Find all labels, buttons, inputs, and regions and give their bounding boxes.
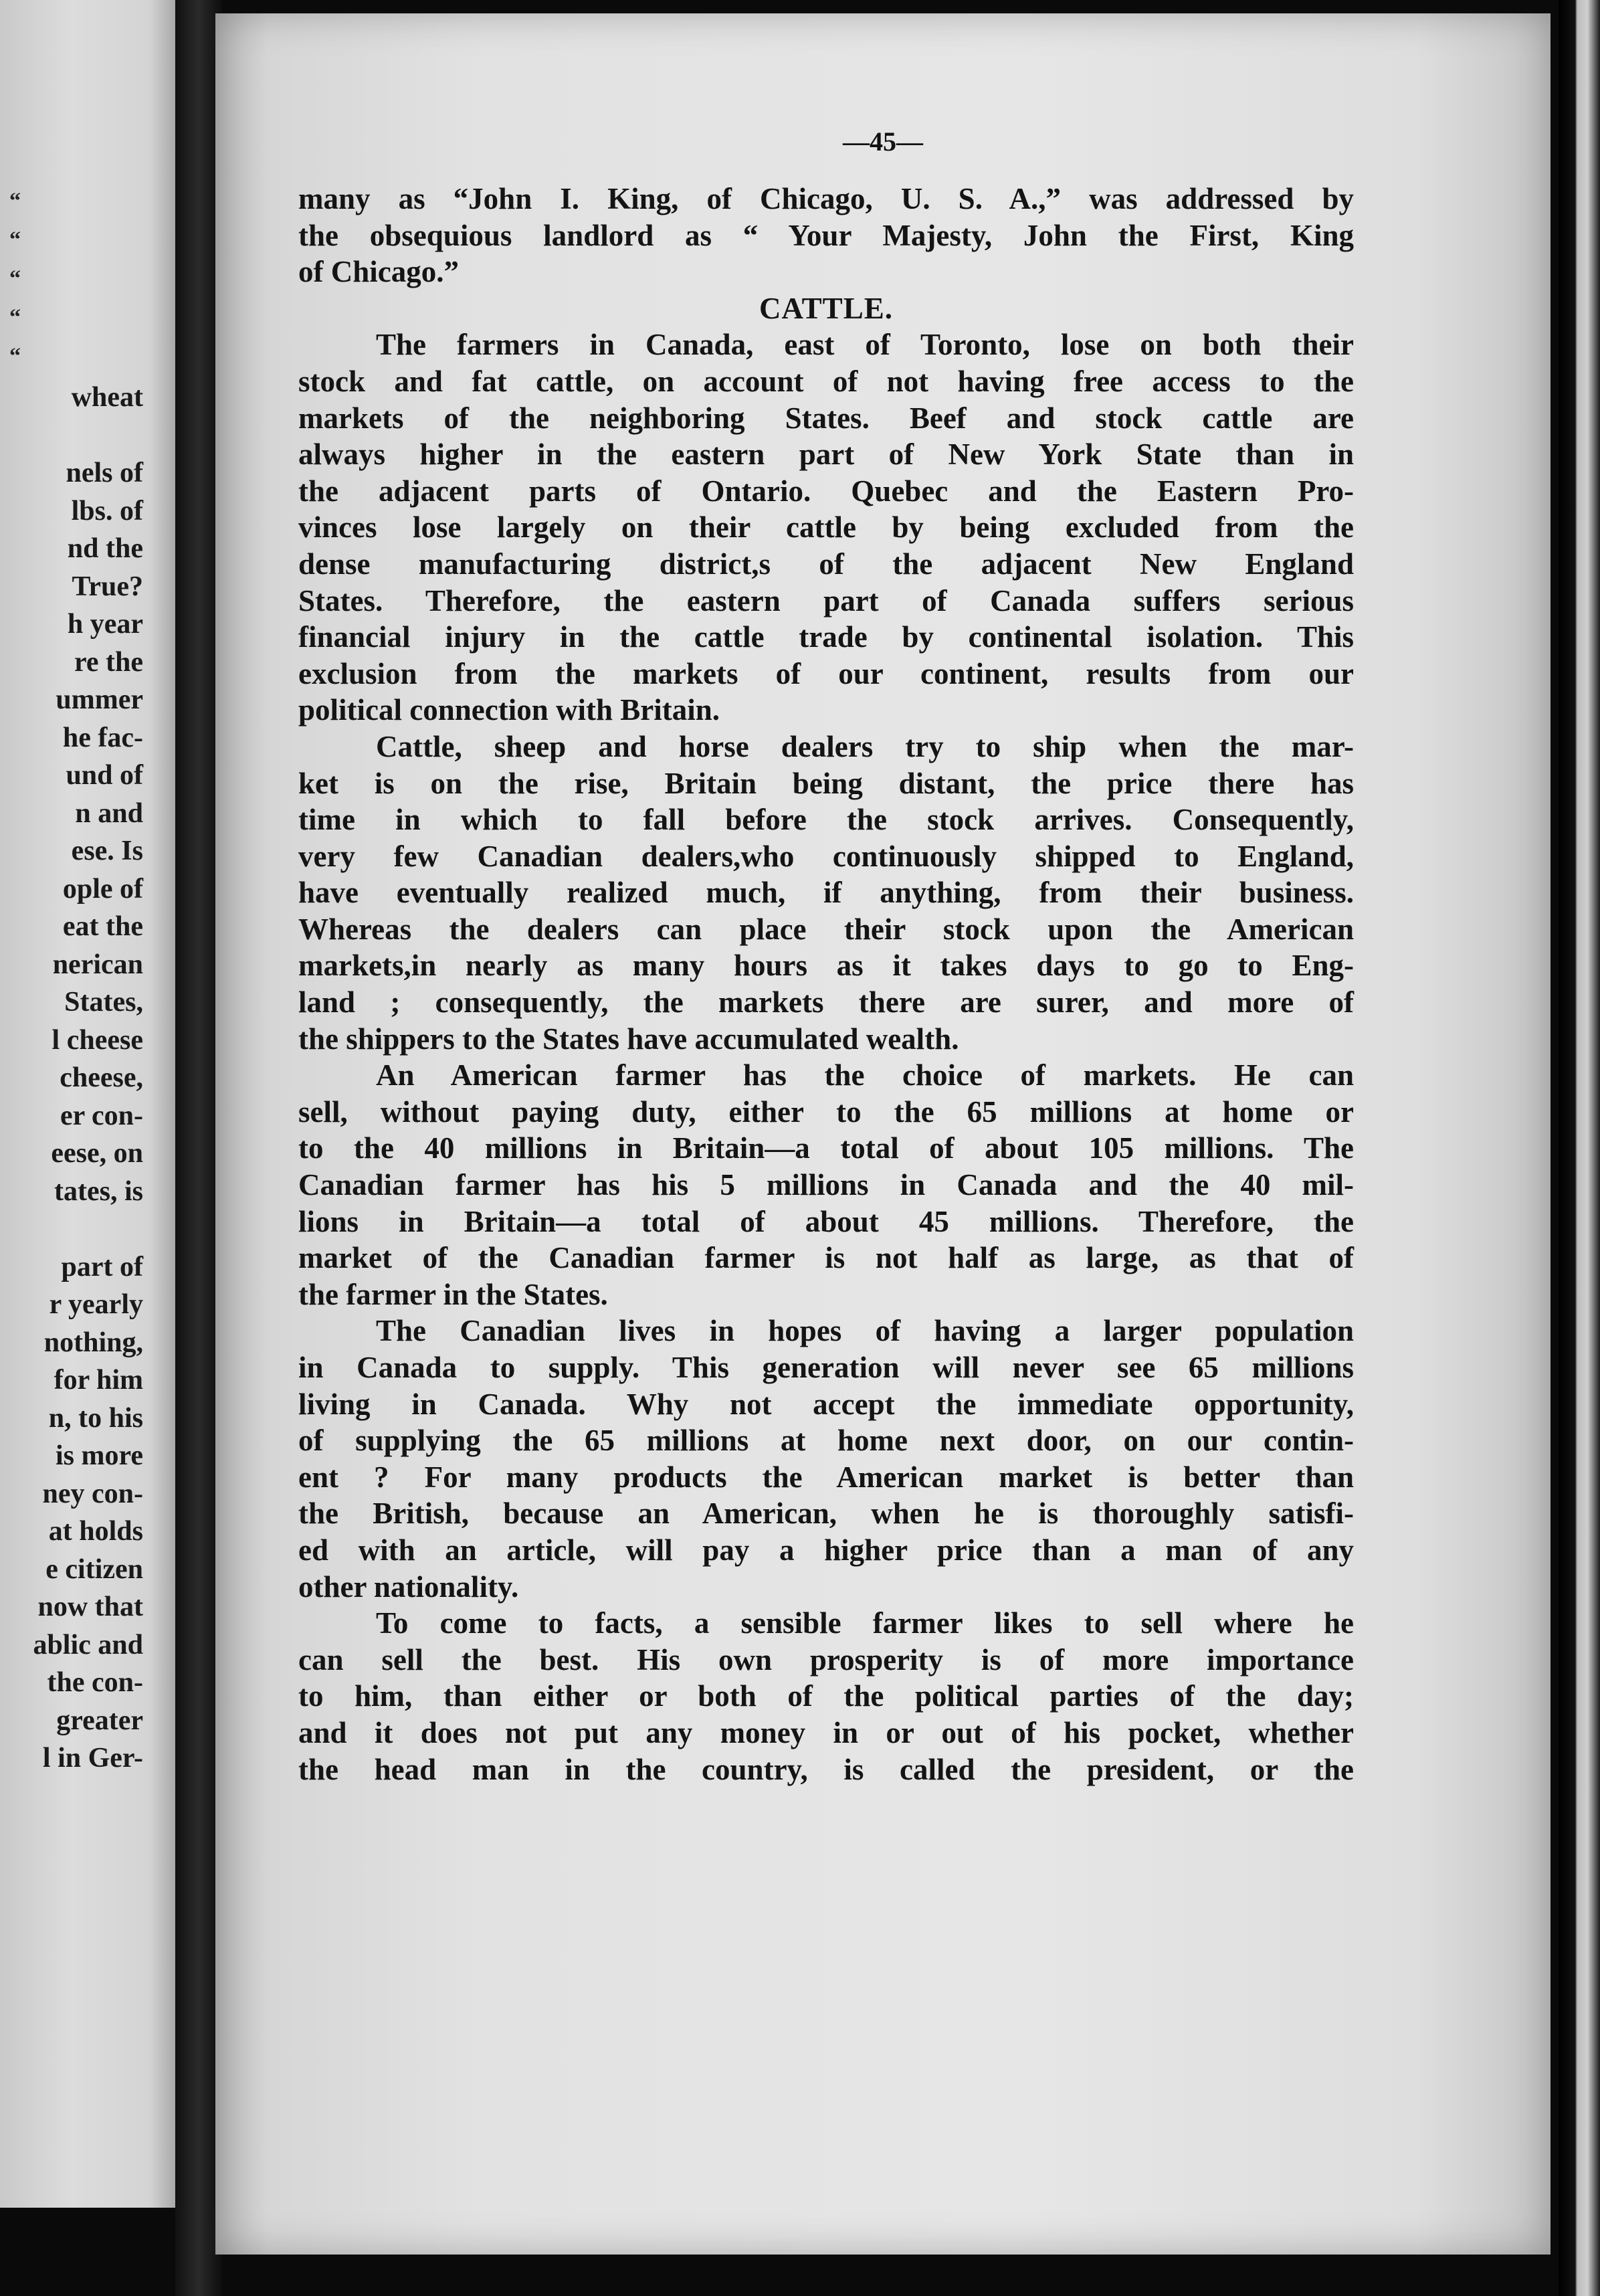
left-text-fragment: ney con- <box>42 1478 143 1509</box>
left-text-fragment: l cheese <box>52 1024 143 1056</box>
left-text-fragment: nels of <box>66 458 143 488</box>
text-line: The farmers in Canada, east of Toronto, lose on both their <box>376 328 1354 362</box>
text-line: vinces lose largely on their cattle by being excluded from the <box>298 510 1354 545</box>
page-body <box>298 181 1354 1788</box>
left-text-fragment: nd the <box>67 533 143 564</box>
text-line: can sell the best. His own prosperity is of more importance <box>298 1642 1354 1677</box>
text-line: the adjacent parts of Ontario. Quebec and the Eastern Pro- <box>298 474 1354 508</box>
text-line: ent ? For many products the American market is better than <box>298 1460 1354 1494</box>
paragraph <box>298 1057 1354 1313</box>
left-text-fragment: now that <box>37 1592 143 1622</box>
text-line: political connection with Britain. <box>298 693 720 727</box>
text-line: the British, because an American, when he is thoroughly satisfi- <box>298 1497 1354 1531</box>
ditto-mark: “ <box>9 305 21 330</box>
ditto-mark: “ <box>9 344 21 369</box>
left-text-fragment: n and <box>75 797 143 829</box>
left-text-fragment: eese, on <box>51 1138 143 1169</box>
section-paragraphs <box>298 326 1354 1788</box>
paragraph <box>298 1605 1354 1788</box>
left-text-fragment: States, <box>64 987 143 1018</box>
text-line: An American farmer has the choice of markets. He can <box>376 1058 1354 1092</box>
left-text-fragment: ummer <box>56 684 143 715</box>
right-page-edge <box>1559 0 1600 2296</box>
paragraph <box>298 1313 1354 1605</box>
left-text-fragment: for him <box>54 1365 143 1396</box>
text-line: have eventually realized much, if anything, from their business. <box>298 876 1354 910</box>
left-text-fragment: nerican <box>52 949 143 980</box>
left-text-fragment: he fac- <box>62 722 143 753</box>
text-line: Whereas the dealers can place their stock upon the American <box>298 912 1354 946</box>
text-line: land ; consequently, the markets there are surer, and more of <box>298 985 1354 1020</box>
left-text-fragment: und of <box>66 760 143 791</box>
intro-paragraph <box>298 181 1354 290</box>
ditto-mark: “ <box>9 227 21 252</box>
left-text-fragment: ablic and <box>33 1629 143 1660</box>
text-line: and it does not put any money in or out of his pocket, whether <box>298 1715 1354 1749</box>
text-line: stock and fat cattle, on account of not having free access to the <box>298 364 1354 398</box>
left-text-fragment: at holds <box>48 1516 143 1547</box>
text-line: markets,in nearly as many hours as it takes days to go to Eng- <box>298 949 1354 983</box>
left-text-fragment: tates, is <box>54 1175 143 1207</box>
ditto-mark: “ <box>9 266 21 291</box>
left-text-fragment: wheat <box>71 382 143 413</box>
text-line: the obsequious landlord as “ Your Majesty, John the First, King <box>298 218 1354 252</box>
text-line: The Canadian lives in hopes of having a larger population <box>376 1314 1354 1348</box>
left-text-fragment: greater <box>56 1705 143 1736</box>
text-line: financial injury in the cattle trade by continental isolation. This <box>298 620 1354 654</box>
left-text-fragment: n, to his <box>48 1402 143 1434</box>
text-line: to him, than either or both of the political parties of the day; <box>298 1679 1354 1713</box>
text-line: of supplying the 65 millions at home next door, on our contin- <box>298 1424 1354 1458</box>
text-line: to the 40 millions in Britain—a total of about 105 millions. The <box>298 1131 1354 1165</box>
left-text-fragment: re the <box>74 646 143 678</box>
left-text-fragment: nothing, <box>43 1327 143 1358</box>
text-line: ket is on the rise, Britain being distant, the price there has <box>298 766 1354 800</box>
text-line: exclusion from the markets of our continent, results from our <box>298 656 1354 690</box>
left-text-fragment: ese. Is <box>71 836 143 866</box>
text-line: sell, without paying duty, either to the 65 millions at home or <box>298 1094 1354 1129</box>
text-line: markets of the neighboring States. Beef and stock cattle are <box>298 401 1354 435</box>
text-line: the shippers to the States have accumulated wealth. <box>298 1022 959 1056</box>
left-text-fragment: ople of <box>62 873 143 904</box>
text-line: many as “John I. King, of Chicago, U. S. A.,” was addressed by <box>298 182 1354 215</box>
left-text-fragment: r yearly <box>49 1289 143 1320</box>
section-heading: CATTLE. <box>759 291 893 325</box>
text-line: of Chicago.” <box>298 255 459 289</box>
text-line: lions in Britain—a total of about 45 millions. Therefore, the <box>298 1204 1354 1238</box>
text-line: To come to facts, a sensible farmer likes to sell where he <box>376 1606 1354 1640</box>
text-line: other nationality. <box>298 1569 519 1604</box>
text-line: time in which to fall before the stock arrives. Consequently, <box>298 803 1354 837</box>
page-number: —45— <box>843 126 923 157</box>
left-text-fragment: h year <box>67 609 143 640</box>
left-text-fragment: e citizen <box>45 1553 143 1585</box>
text-line: States. Therefore, the eastern part of Canada suffers serious <box>298 583 1354 617</box>
text-line: dense manufacturing district,s of the adjacent New England <box>298 547 1354 581</box>
left-text-fragment: lbs. of <box>71 495 143 527</box>
text-line: market of the Canadian farmer is not half as large, as that of <box>298 1241 1354 1275</box>
left-text-fragment: l in Ger- <box>42 1743 143 1774</box>
text-line: always higher in the eastern part of New York State than in <box>298 438 1354 472</box>
left-text-fragment: part of <box>61 1251 143 1282</box>
left-text-fragment: eat the <box>62 911 143 942</box>
left-text-fragment: True? <box>72 571 143 602</box>
left-text-fragment: the con- <box>47 1667 143 1698</box>
left-text-fragment: cheese, <box>60 1062 143 1093</box>
text-line: very few Canadian dealers,who continuously shipped to England, <box>298 839 1354 873</box>
text-line: the farmer in the States. <box>298 1277 608 1311</box>
text-line: Canadian farmer has his 5 millions in Canada and the 40 mil- <box>298 1168 1354 1202</box>
text-line: ed with an article, will pay a higher price than a man of any <box>298 1533 1354 1567</box>
left-text-fragment: is more <box>55 1440 143 1471</box>
left-text-fragment: er con- <box>60 1100 143 1131</box>
text-line: the head man in the country, is called the president, or the <box>298 1752 1354 1786</box>
ditto-mark: “ <box>9 189 21 213</box>
left-page-text <box>0 0 175 2208</box>
text-line: living in Canada. Why not accept the immediate opportunity, <box>298 1387 1354 1421</box>
paragraph <box>298 729 1354 1057</box>
paragraph <box>298 326 1354 729</box>
text-line: Cattle, sheep and horse dealers try to ship when the mar- <box>376 729 1354 763</box>
text-line: in Canada to supply. This generation will never see 65 millions <box>298 1351 1354 1384</box>
